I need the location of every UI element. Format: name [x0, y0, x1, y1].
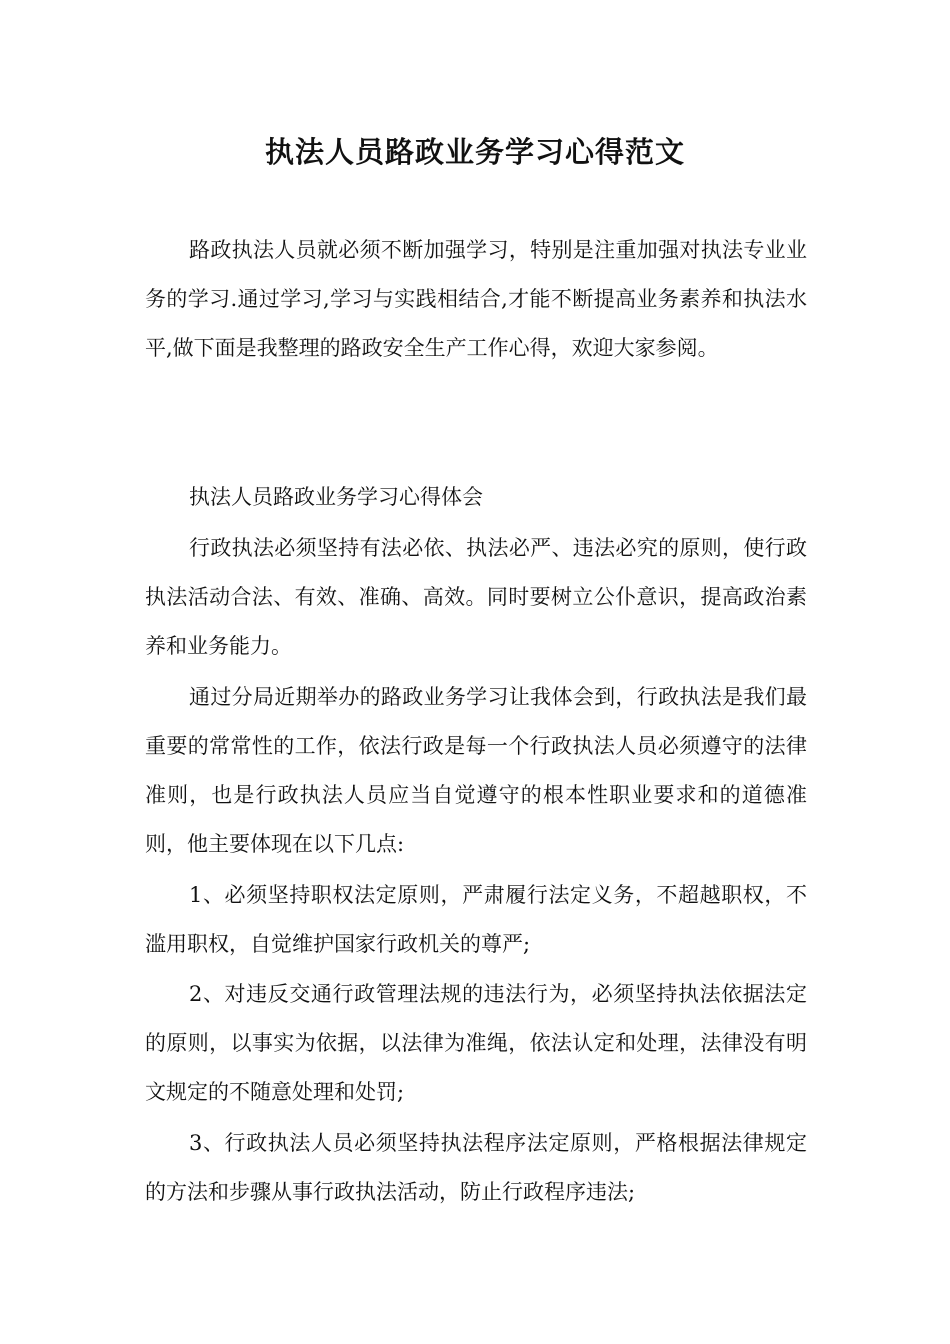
body-paragraph-2: 通过分局近期举办的路政业务学习让我体会到，行政执法是我们最重要的常常性的工作，依法行政是每一个行政执法人员必须遵守的法律准则，也是行政执法人员应当自觉遵守的根本性职业要求和的道德准则，他主要体现在以下几点:: [145, 685, 807, 856]
body-paragraph-1: 行政执法必须坚持有法必依、执法必严、违法必究的原则，使行政执法活动合法、有效、准确、高效。同时要树立公仆意识，提高政治素养和业务能力。: [145, 536, 807, 658]
intro-paragraph: 路政执法人员就必须不断加强学习，特别是注重加强对执法专业业务的学习.通过学习,学习与实践相结合,才能不断提高业务素养和执法水平,做下面是我整理的路政安全生产工作心得，欢迎大家参阅。: [145, 238, 807, 360]
section-heading: 执法人员路政业务学习心得体会: [189, 485, 483, 509]
list-item-3: 3、行政执法人员必须坚持执法程序法定原则，严格根据法律规定的方法和步骤从事行政执法活动，防止行政程序违法;: [145, 1131, 807, 1204]
list-item-1: 1、必须坚持职权法定原则，严肃履行法定义务，不超越职权，不滥用职权，自觉维护国家行政机关的尊严;: [145, 883, 807, 956]
document-title: 执法人员路政业务学习心得范文: [264, 135, 685, 169]
list-item-2: 2、对违反交通行政管理法规的违法行为，必须坚持执法依据法定的原则，以事实为依据，以法律为准绳，依法认定和处理，法律没有明文规定的不随意处理和处罚;: [145, 982, 807, 1104]
